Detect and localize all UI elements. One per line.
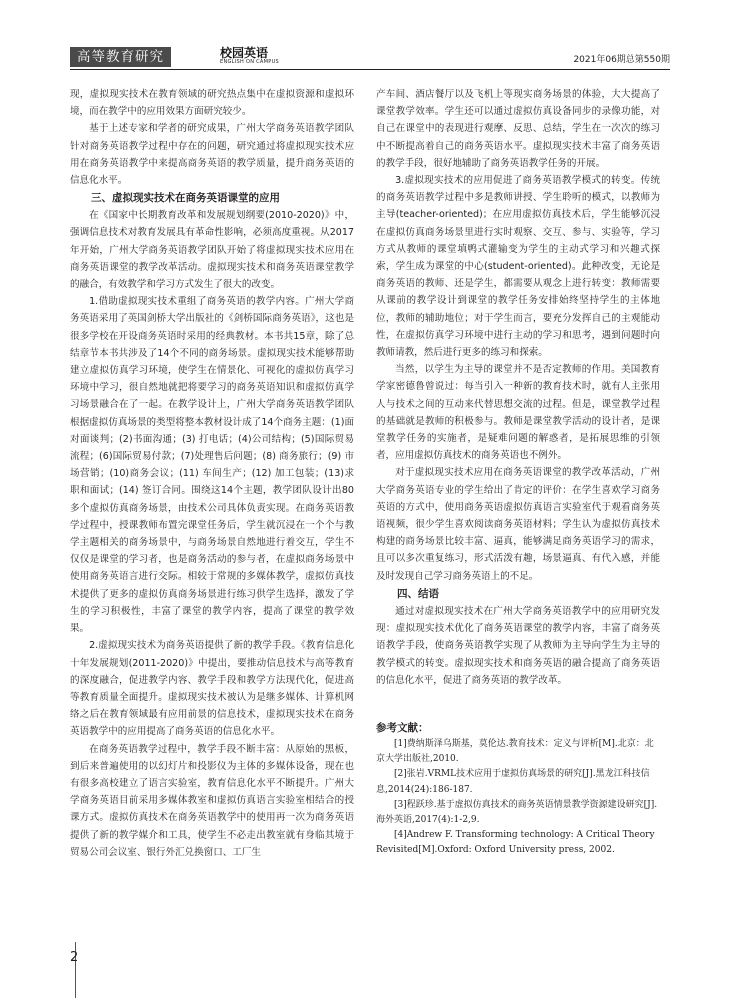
header-divider (70, 69, 670, 70)
paragraph: 2.虚拟现实技术为商务英语提供了新的教学手段。《教育信息化十年发展规划(2011-2020)》中提出，要推动信息技术与高等教育的深度融合，促进教学内容、教学手段和教学方法现代化，促进高等教育质量全面提升。虚拟现实技术被认为是继多媒体、计算机网络之后在教育领域最有应用前景的信息技术，虚拟现实技术在商务英语教学中的应用提高了商务英语的信息化水平。 (70, 640, 354, 738)
paragraph: 通过对虚拟现实技术在广州大学商务英语教学中的应用研究发现：虚拟现实技术优化了商务英语课堂的教学内容，丰富了商务英语教学手段，使商务英语教学实现了从教师为主导向学生为主导的教学模式的转变。虚拟现实技术和商务英语的融合提高了商务英语的信息化水平，促进了商务英语的教学改革。 (376, 605, 660, 686)
running-header (70, 44, 670, 70)
section-heading: 三、虚拟现实技术在商务英语课堂的应用 (91, 192, 280, 205)
paragraph: 产车间、酒店餐厅以及飞机上等现实商务场景的体验，大大提高了课堂教学效率。学生还可以通过虚拟仿真设备同步的录像功能，对自己在课堂中的表现进行观摩、反思、总结，学生在一次次的练习中不断提高着自己的商务英语水平。虚拟现实技术丰富了商务英语的教学手段，很好地辅助了商务英语教学任务的开展。 (376, 89, 660, 169)
paragraph: 1.借助虚拟现实技术重组了商务英语的教学内容。广州大学商务英语采用了英国剑桥大学出版社的《剑桥国际商务英语》，这也是很多学校在开设商务英语时采用的经典教材。本书共15章，除了总结章节本书共涉及了14个不同的商务场景。虚拟现实技术能够帮助建立虚拟仿真学习环境，使学生在情景化、可视化的虚拟仿真学习环境中学习，很自然地就把将要学习的商务英语知识和虚拟仿真学习场景融合在了一起。在教学设计上，广州大学商务英语教学团队根据虚拟仿真场景的类型将整本教材设计成了14个商务主题：(1)面对面谈判；(2)书面沟通；(3) 打电话；(4)公司结构；(5)国际贸易流程；(6)国际贸易付款；(7)处理售后问题；(8) 商务旅行；(9) 市场营销；(10)商务会议；(11) 车间生产；(12) 加工包装；(13)求职和面试；(14) 签订合同。围绕这14个主题，教学团队设计出80多个虚拟仿真商务场景，由技术公司具体负责实现。在商务英语教学过程中，授课教师布置完课堂任务后，学生就沉浸在一个个与教学主题相关的商务场景中，与商务场景自然地进行着交互，学生不仅仅是课堂的学习者，也是商务活动的参与者，在虚拟商务场景中使用商务英语言进行交际。相较于常规的多媒体教学，虚拟仿真技术提供了更多的虚拟仿真商务场景进行练习供学生选择，激发了学生的学习积极性，丰富了课堂的教学内容，提高了课堂的教学效果。 (70, 296, 354, 635)
journal-brand-logo (220, 47, 279, 66)
reference-item: [1]费纳斯泽乌斯基，莫伦达.教育技术：定义与评析[M].北京：北京大学出版社,2010. (376, 738, 654, 765)
reference-item: [2]张岩.VRML技术应用于虚拟仿真场景的研究[J].黑龙江科技信息,2014(24):186-187. (376, 769, 650, 795)
brand-chinese: 校园英语 (220, 46, 269, 60)
paragraph: 现，虚拟现实技术在教育领域的研究热点集中在虚拟资源和虚拟环境，而在教学中的应用效果方面研究较少。 (70, 89, 354, 118)
paragraph: 基于上述专家和学者的研究成果，广州大学商务英语教学团队针对商务英语教学过程中存在的问题，研究通过将虚拟现实技术应用在商务英语教学中来提高商务英语的教学质量，提升商务英语的信息化水平。 (70, 123, 354, 187)
issue-info: 2021年06期总第550期 (573, 55, 670, 65)
section-heading: 四、结语 (397, 587, 439, 600)
paragraph: 在《国家中长期教育改革和发展规划纲要(2010-2020)》中，强调信息技术对教育发展具有革命性影响，必须高度重视。从2017年开始，广州大学商务英语教学团队开始了将虚拟现实技术应用在商务英语课堂的教学改革活动。虚拟现实技术和商务英语课堂教学的融合，有效教学和学习方式发生了很大的改变。 (70, 210, 354, 291)
references-heading: 参考文献： (376, 721, 429, 734)
paragraph: 当然，以学生为主导的课堂并不是否定教师的作用。美国教育学家密德鲁曾说过：每当引入一种新的教育技术时，就有人主张用人与技术之间的互动来代替思想交流的过程。但是，课堂教学过程的基础就是教师的积极参与。教师是课堂教学活动的设计者，是课堂教学任务的实施者，是疑难问题的解惑者，是拓展思维的引领者，应用虚拟仿真技术的商务英语也不例外。 (376, 364, 660, 462)
paragraph: 3.虚拟现实技术的应用促进了商务英语教学模式的转变。传统的商务英语教学过程中多是教师讲授、学生聆听的模式，以教师为主导(teacher-oriented)；在应用虚拟仿真技术后，学生能够沉浸在虚拟仿真商务场景里进行实时观察、交互、参与、实验等，学习方式从教师的课堂填鸭式灌输变为学生的主动式学习和兴趣式探索，学生成为课堂的中心(student-oriented)。此种改变，无论是商务英语的教师、还是学生，都需要从观念上进行转变：教师需要从课前的教学设计到课堂的教学任务安排始终坚持学生的主体地位，教师的辅助地位；对于学生而言，要充分发挥自己的主观能动性，在虚拟仿真学习环境中进行主动的学习和思考，遇到问题时向教师请教，然后进行更多的练习和探索。 (376, 175, 660, 359)
reference-item: [4]Andrew F. Transforming technology: A Critical Theory Revisited[M].Oxford: Oxford University press, 2002. (376, 830, 655, 856)
paragraph: 在商务英语教学过程中，教学手段不断丰富：从原始的黑板，到后来普遍使用的以幻灯片和投影仪为主体的多媒体设备，现在也有很多高校建立了语言实验室，教育信息化水平不断提升。广州大学商务英语目前采用多媒体教室和虚拟仿真语言实验室相结合的授课方式。虚拟仿真技术在商务英语教学中的使用再一次为商务英语提供了新的教学媒介和工具，使学生不必走出教室就有身临其境于贸易公司会议室、银行外汇兑换窗口、工厂生 (70, 743, 354, 858)
left-column (70, 86, 354, 861)
right-column (376, 86, 660, 859)
brand-english: ENGLISH ON CAMPUS (220, 59, 279, 65)
reference-item: [3]程跃珍.基于虚拟仿真技术的商务英语情景教学资源建设研究[J].海外英语,2017(4):1-2,9. (376, 799, 658, 825)
paragraph: 对于虚拟现实技术应用在商务英语课堂的教学改革活动，广州大学商务英语专业的学生给出了肯定的评价：在学生喜欢学习商务英语的方式中，使用商务英语虚拟仿真语言实验室代于观看商务英语视频，很少学生喜欢阅读商务英语材料；学生认为虚拟仿真技术构建的商务场景比较丰富、逼真，能够满足商务英语学习的需求，且可以多次重复练习，形式活泼有趣，场景逼真、有代入感，并能及时发现自己学习商务英语上的不足。 (376, 467, 660, 582)
journal-name-label: 高等教育研究 (70, 47, 171, 67)
page-number: 2 (70, 950, 79, 965)
